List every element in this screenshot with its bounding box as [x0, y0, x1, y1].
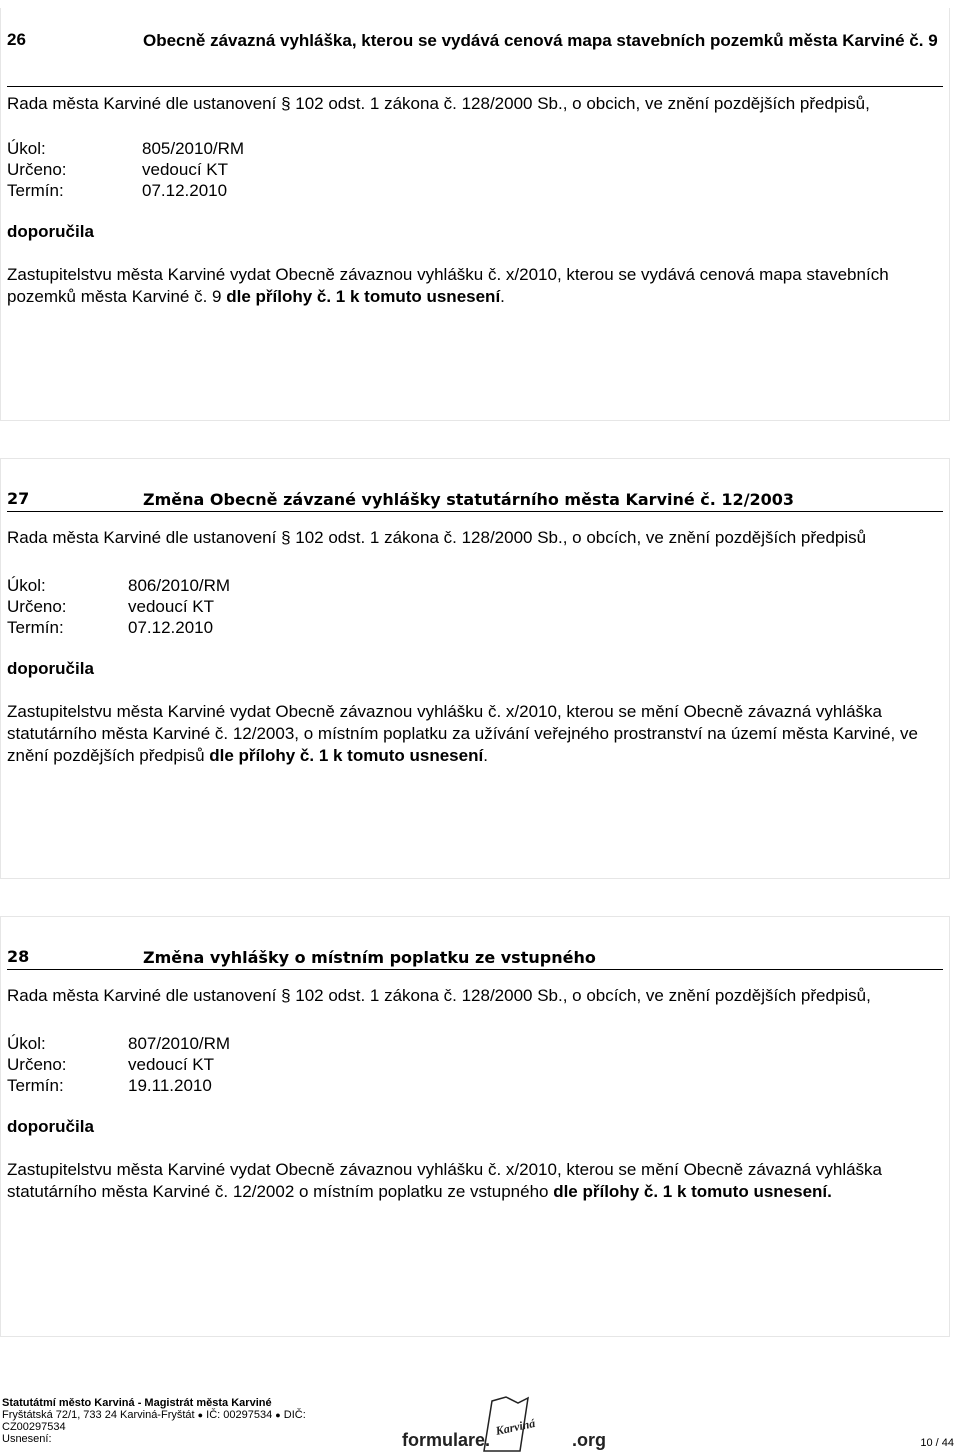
task-label: Úkol:: [7, 1034, 46, 1053]
assigned-value: vedoucí KT: [142, 160, 228, 179]
resolution-header: [7, 30, 943, 87]
footer-org: Statutátmí město Karviná - Magistrát města Karviné: [2, 1397, 272, 1409]
page-footer: [0, 1395, 960, 1453]
assigned-value: vedoucí KT: [128, 1055, 214, 1074]
intro-text-rest: 102 odst. 1 zákona č. 128/2000 Sb., o obcich, ve znění pozdějších předpisů,: [290, 94, 870, 113]
deadline-label: Termín:: [7, 1076, 64, 1095]
footer-dic: CZ00297534: [2, 1421, 66, 1433]
resolution-header: [7, 489, 943, 512]
resolution-body: [7, 701, 939, 767]
footer-ico: IČ: 00297534: [206, 1409, 273, 1421]
intro-text-rest: 102 odst. 1 zákona č. 128/2000 Sb., o obcích, ve znění pozdějších předpisů,: [290, 986, 871, 1005]
assigned-label: Určeno:: [7, 1055, 67, 1074]
resolution-27: [0, 458, 950, 879]
logo-text-right: .org: [572, 1430, 606, 1450]
resolution-number: 28: [7, 947, 30, 966]
intro-text: Rada města Karviné dle ustanovení: [7, 94, 282, 113]
assigned-label: Určeno:: [7, 160, 67, 179]
body-end: .: [483, 746, 488, 765]
resolution-verb: doporučila: [7, 659, 94, 678]
assigned-value: vedoucí KT: [128, 597, 214, 616]
body-text: Zastupitelstvu města Karviné vydat Obecně závaznou vyhlášku č. x/2010, kterou se vydává cenová mapa stavebních pozemků města Karviné č. 9: [7, 265, 889, 306]
body-bold: dle přílohy č. 1 k tomuto usnesení: [226, 287, 501, 306]
deadline-label: Termín:: [7, 181, 64, 200]
resolution-body: [7, 1159, 939, 1203]
footer-address-line: [2, 1409, 306, 1421]
task-value: 805/2010/RM: [142, 139, 245, 158]
section-sign: §: [281, 94, 291, 113]
resolution-verb: doporučila: [7, 222, 94, 241]
resolution-body: [7, 264, 939, 308]
resolution-intro: [7, 986, 871, 1006]
page-number: 10 / 44: [920, 1437, 954, 1449]
deadline-value: 19.11.2010: [128, 1076, 212, 1095]
bullet-icon: ●: [275, 1410, 281, 1420]
task-label: Úkol:: [7, 576, 46, 595]
resolution-intro: [7, 94, 870, 114]
task-value: 807/2010/RM: [128, 1034, 231, 1053]
resolution-number: 26: [7, 30, 26, 49]
footer-label: Usnesení:: [2, 1433, 52, 1445]
intro-text: Rada města Karviné dle ustanovení: [7, 986, 282, 1005]
footer-address: Fryštátská 72/1, 733 24 Karviná-Fryštát: [2, 1409, 195, 1421]
logo-text-left: formulare.: [402, 1430, 491, 1450]
resolution-intro: [7, 528, 866, 548]
logo-text-mid: Karviná: [494, 1415, 537, 1438]
resolution-verb: doporučila: [7, 1117, 94, 1136]
intro-text-rest: 102 odst. 1 zákona č. 128/2000 Sb., o obcích, ve znění pozdějších předpisů: [290, 528, 867, 547]
resolution-title: Změna vyhlášky o místním poplatku ze vstupného: [143, 948, 596, 967]
bullet-icon: ●: [197, 1410, 204, 1420]
footer-dic-label: DIČ:: [283, 1409, 306, 1421]
footer-text: [2, 1397, 306, 1445]
resolution-26: [0, 8, 950, 421]
intro-text: Rada města Karviné dle ustanovení: [7, 528, 282, 547]
assigned-label: Určeno:: [7, 597, 67, 616]
body-end: .: [500, 287, 505, 306]
body-text: Zastupitelstvu města Karviné vydat Obecně závaznou vyhlášku č. x/2010, kterou se mění Obecně závazná vyhláška statutárního města Karviné č. 12/2003, o místním poplatku za užívání veřejného prostranství na území města Karviné, ve znění pozdějších předpisů: [7, 702, 918, 765]
formulare-karvina-logo: [400, 1395, 610, 1453]
deadline-value: 07.12.2010: [128, 618, 214, 637]
deadline-value: 07.12.2010: [142, 181, 228, 200]
body-bold: dle přílohy č. 1 k tomuto usnesení.: [553, 1182, 832, 1201]
section-sign: §: [281, 986, 291, 1005]
resolution-title: Změna Obecně závzané vyhlášky statutárního města Karviné č. 12/2003: [143, 490, 795, 509]
resolution-header: [7, 947, 943, 970]
deadline-label: Termín:: [7, 618, 64, 637]
resolution-number: 27: [7, 489, 30, 508]
resolution-title: Obecně závazná vyhláška, kterou se vydává cenová mapa stavebních pozemků města Karviné č. 9: [143, 31, 938, 50]
resolution-28: [0, 916, 950, 1337]
task-value: 806/2010/RM: [128, 576, 231, 595]
body-bold: dle přílohy č. 1 k tomuto usnesení: [209, 746, 484, 765]
body-text: Zastupitelstvu města Karviné vydat Obecně závaznou vyhlášku č. x/2010, kterou se mění Obecně závazná vyhláška statutárního města Karviné č. 12/2002 o místním poplatku ze vstupného: [7, 1160, 883, 1201]
section-sign: §: [281, 528, 291, 547]
task-label: Úkol:: [7, 139, 46, 158]
